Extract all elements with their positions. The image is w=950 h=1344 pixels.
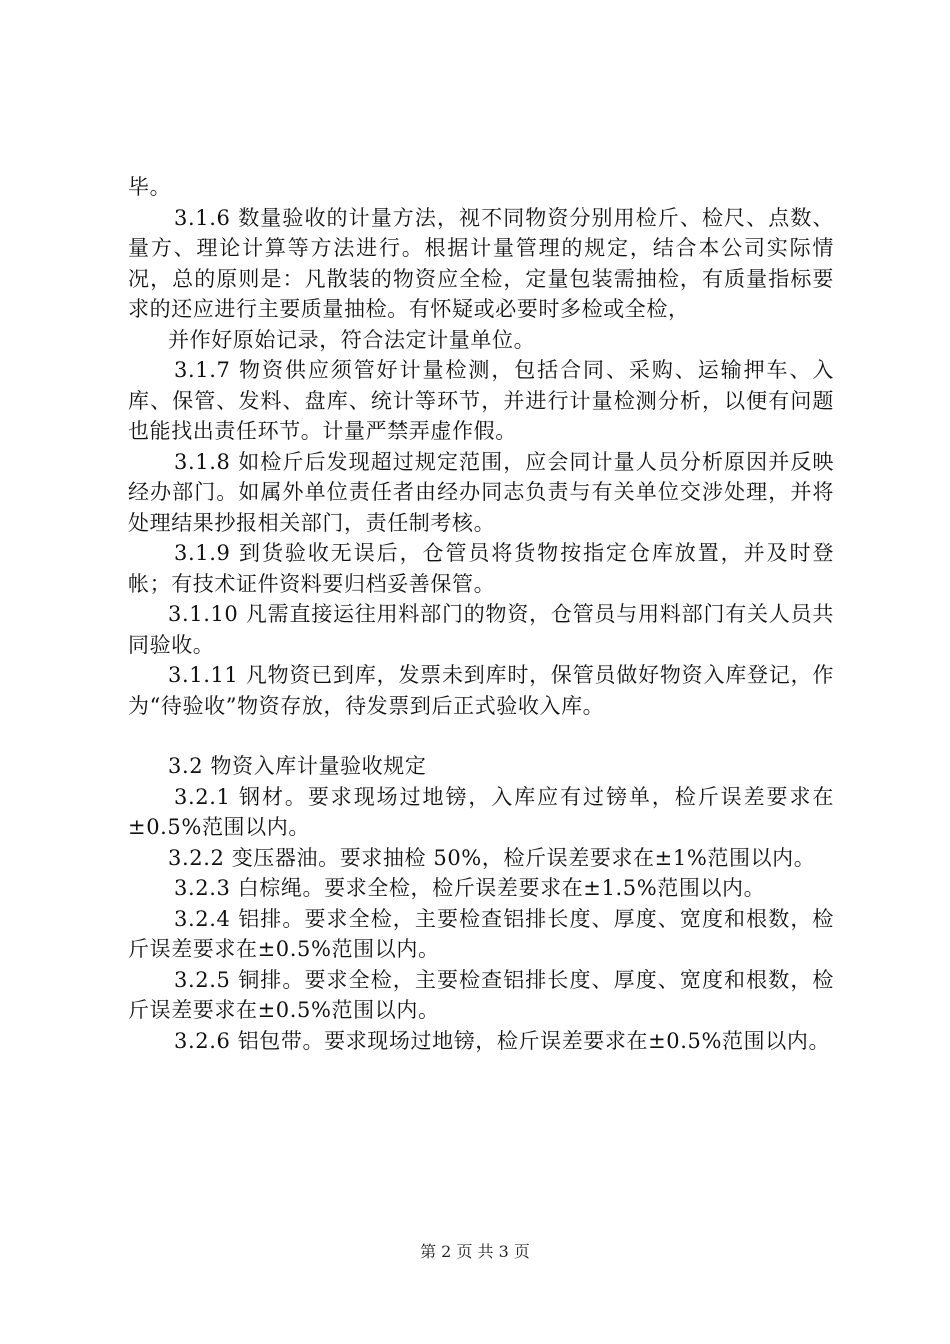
paragraph-3-2-3: 3.2.3 白棕绳。要求全检，检斤误差要求在±1.5%范围以内。	[174, 876, 766, 900]
paragraph-3-1-11: 3.1.11 凡物资已到库，发票未到库时，保管员做好物资入库登记，作为“待验收”物资存放，待发票到后正式验收入库。	[128, 663, 834, 718]
paragraph-3-1-7: 3.1.7 物资供应须管好计量检测，包括合同、采购、运输押车、入库、保管、发料、盘库、统计等环节，并进行计量检测分析，以便有问题也能找出责任环节。计量严禁弄虚作假。	[128, 358, 834, 443]
page-number-footer: 第 2 页 共 3 页	[420, 1242, 530, 1261]
paragraph-record-note: 并作好原始记录，符合法定计量单位。	[168, 327, 536, 352]
paragraph-3-2-1: 3.2.1 钢材。要求现场过地镑，入库应有过镑单，检斤误差要求在±0.5%范围以内。	[128, 784, 834, 839]
paragraph-3-1-6: 3.1.6 数量验收的计量方法，视不同物资分别用检斤、检尺、点数、量方、理论计算等方法进行。根据计量管理的规定，结合本公司实际情况，总的原则是：凡散装的物资应全检，定量包装需抽检，有质量指标要求的还应进行主要质量抽检。有怀疑或必要时多检或全检，	[128, 205, 834, 321]
paragraph-3-1-9: 3.1.9 到货验收无误后，仓管员将货物按指定仓库放置，并及时登帐；有技术证件资料要归档妥善保管。	[128, 541, 834, 596]
section-gap	[128, 721, 834, 751]
paragraph-3-2-2: 3.2.2 变压器油。要求抽检 50%，检斤误差要求在±1%范围以内。	[168, 845, 816, 870]
paragraph-3-1-10: 3.1.10 凡需直接运往用料部门的物资，仓管员与用料部门有关人员共同验收。	[128, 602, 834, 657]
section-heading-3-2: 3.2 物资入库计量验收规定	[168, 754, 427, 778]
paragraph-continuation: 毕。	[128, 175, 172, 199]
paragraph-3-1-8: 3.1.8 如检斤后发现超过规定范围，应会同计量人员分析原因并反映经办部门。如属外单位责任者由经办同志负责与有关单位交涉处理，并将处理结果抄报相关部门，责任制考核。	[128, 449, 834, 535]
paragraph-3-2-6: 3.2.6 铝包带。要求现场过地镑，检斤误差要求在±0.5%范围以内。	[174, 1028, 831, 1053]
document-body	[128, 172, 834, 1056]
paragraph-3-2-5: 3.2.5 铜排。要求全检，主要检查铝排长度、厚度、宽度和根数，检斤误差要求在±0.5%范围以内。	[128, 967, 834, 1022]
paragraph-3-2-4: 3.2.4 铝排。要求全检，主要检查铝排长度、厚度、宽度和根数，检斤误差要求在±0.5%范围以内。	[128, 906, 834, 961]
